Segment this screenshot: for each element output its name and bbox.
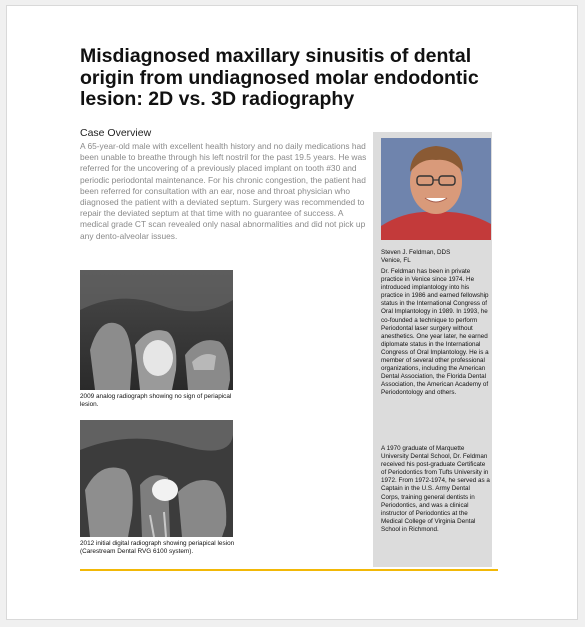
author-photo — [381, 138, 491, 240]
case-overview-text: A 65-year-old male with excellent health history and no daily medications had been unable to breathe through his left nostril for the past 19.5 years. He was referred for the uncovering of a previously placed implant on tooth #30 and periodic periodontal maintenance. For his chronic congestion, the patient had been referred for consultation with an ear, nose and throat physician who diagnosed the patient with a deviated septum. Surgery was recommended to repair the deviated septum at that time with no guarantee of success. A medical grade CT scan revealed only nasal abnormalities and did not pick up any dento-alveolar issues. — [80, 141, 367, 241]
author-name-block — [381, 249, 490, 265]
figure-caption-2: 2012 initial digital radiograph showing periapical lesion (Carestream Dental RVG 6100 system). — [80, 540, 235, 556]
radiograph-2012 — [80, 420, 233, 537]
author-bio-paragraph-1: Dr. Feldman has been in private practice in Venice since 1974. He introduced implantology into his practice in 1986 and earned fellowship status in the International Congress of Oral Implantology in 1989. In 1993, he co-founded a technique to perform Periodontal laser surgery without anesthetics. One year later, he earned diplomate status in the International Congress of Oral Implantology. He is a member of several other professional organizations, including the American Dental Association, the Florida Dental Association, the American Academy of Periodontology and others. — [381, 268, 489, 397]
author-bio-paragraph-2: A 1970 graduate of Marquette University Dental School, Dr. Feldman received his post-graduate Certificate of Periodontics from Tufts University in 1972. From 1972-1974, he served as a Captain in the U.S. Army Dental Corps, training general dentists in Periodontics, and was a clinical instructor of Periodontics at the Medical College of Virginia Dental School in Richmond. — [381, 445, 490, 533]
author-name: Steven J. Feldman, DDS — [381, 249, 451, 256]
article-title: Misdiagnosed maxillary sinusitis of dental origin from undiagnosed molar endodontic lesion: 2D vs. 3D radiography — [80, 45, 479, 110]
accent-rule — [80, 569, 498, 571]
radiograph-2009 — [80, 270, 233, 390]
author-location: Venice, FL — [381, 257, 411, 265]
figure-caption-1: 2009 analog radiograph showing no sign of periapical lesion. — [80, 393, 232, 409]
section-heading: Case Overview — [80, 127, 152, 139]
